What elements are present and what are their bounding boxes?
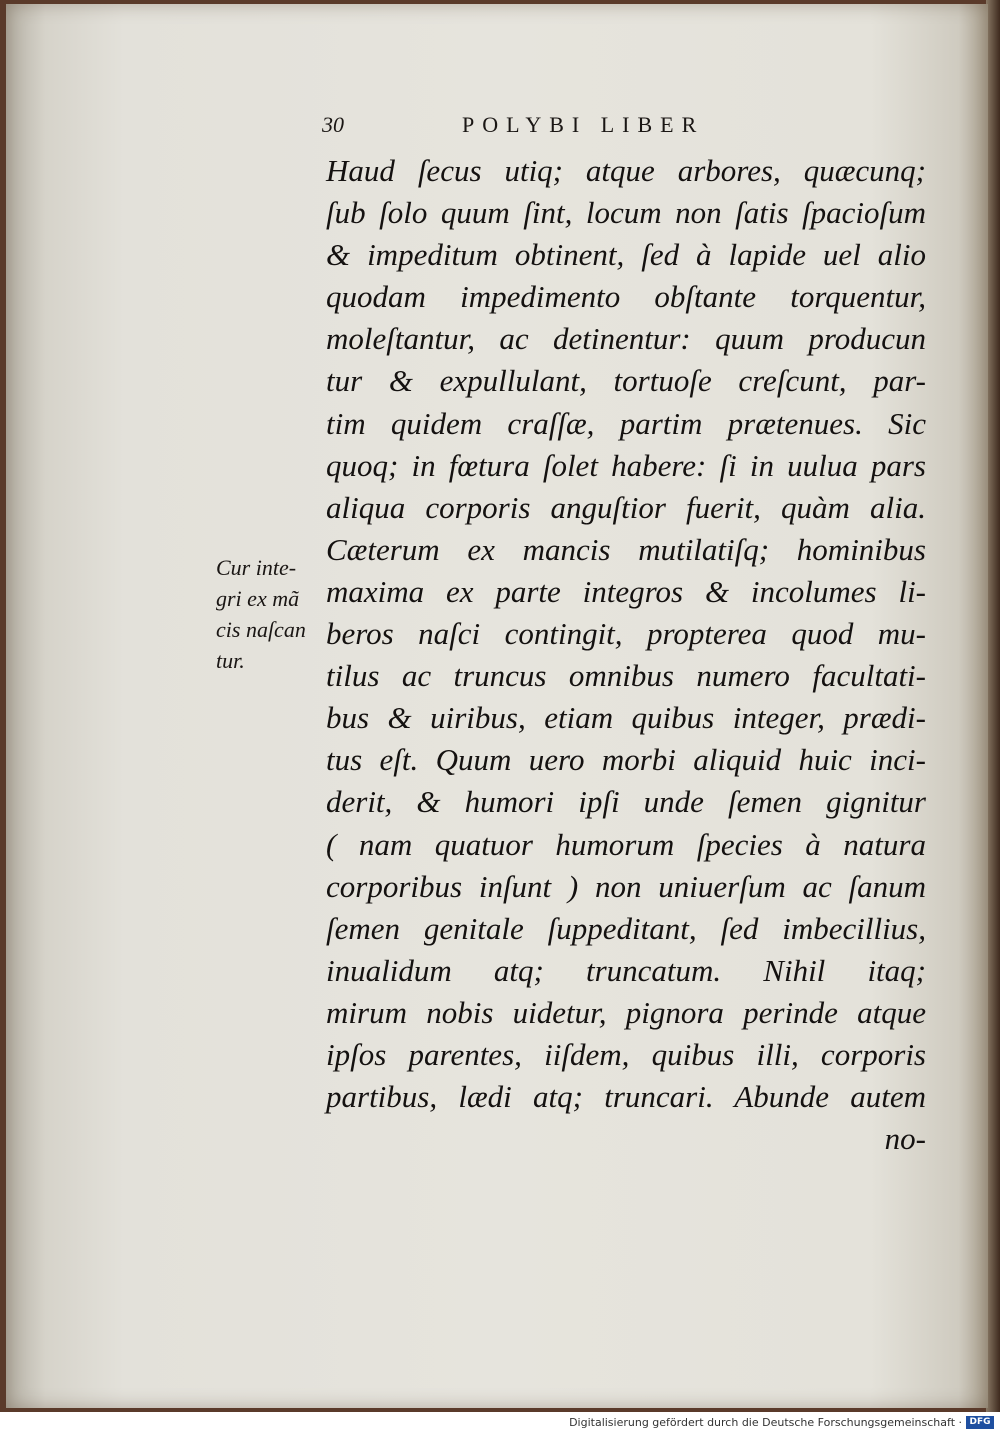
text-line: maxima ex parte integros & incolumes li- bbox=[326, 573, 926, 609]
margin-note-line: Cur inte- bbox=[216, 555, 297, 580]
text-line: ipſos parentes, iiſdem, quibus illi, corporis bbox=[326, 1036, 926, 1072]
body-text bbox=[326, 150, 926, 1160]
book-edge bbox=[986, 0, 1000, 1412]
text-line: bus & uiribus, etiam quibus integer, prædi- bbox=[326, 700, 926, 736]
text-line: & impeditum obtinent, ſed à lapide uel alio bbox=[326, 237, 926, 273]
text-line: partibus, lædi atq; truncari. Abunde autem bbox=[326, 1079, 926, 1115]
dfg-logo-icon: DFG bbox=[966, 1416, 994, 1429]
text-line: moleſtantur, ac detinentur: quum producun bbox=[326, 321, 926, 357]
text-line: beros naſci contingit, propterea quod mu- bbox=[326, 616, 926, 652]
text-line: aliqua corporis anguſtior fuerit, quàm alia. bbox=[326, 489, 926, 525]
text-line: inualidum atq; truncatum. Nihil itaq; bbox=[326, 952, 926, 988]
running-title: POLYBI LIBER bbox=[462, 112, 705, 137]
text-line: ſemen genitale ſuppeditant, ſed imbecillius, bbox=[326, 910, 926, 946]
text-line: tur & expullulant, tortuoſe creſcunt, par- bbox=[326, 363, 926, 399]
text-line: corporibus inſunt ) non uniuerſum ac ſanum bbox=[326, 868, 926, 904]
funding-notice: Digitalisierung gefördert durch die Deutsche Forschungsgemeinschaft · bbox=[569, 1416, 962, 1429]
text-line: tilus ac truncus omnibus numero facultati- bbox=[326, 658, 926, 694]
margin-note bbox=[216, 552, 326, 676]
text-line: ( nam quatuor humorum ſpecies à natura bbox=[326, 826, 926, 862]
text-line: mirum nobis uidetur, pignora perinde atque bbox=[326, 994, 926, 1030]
margin-note-line: tur. bbox=[216, 648, 245, 673]
catchword: no- bbox=[884, 1121, 926, 1157]
footer-bar bbox=[0, 1412, 1000, 1434]
text-line: Haud ſecus utiq; atque arbores, quæcunq; bbox=[326, 153, 926, 188]
text-line: ſub ſolo quum ſint, locum non ſatis ſpacioſum bbox=[326, 195, 926, 231]
text-line: Cæterum ex mancis mutilatiſq; hominibus bbox=[326, 531, 926, 567]
margin-note-line: gri ex mã bbox=[216, 586, 300, 611]
margin-note-line: cis naſcan bbox=[216, 617, 306, 642]
text-line: tus eſt. Quum uero morbi aliquid huic inci- bbox=[326, 742, 926, 778]
page-number: 30 bbox=[322, 112, 344, 137]
text-line: derit, & humori ipſi unde ſemen gignitur bbox=[326, 784, 926, 820]
page-header bbox=[322, 112, 772, 142]
text-line: quodam impedimento obſtante torquentur, bbox=[326, 279, 926, 315]
text-line: quoq; in fœtura ſolet habere: ſi in uulua pars bbox=[326, 447, 926, 483]
text-line: tim quidem craſſæ, partim prætenues. Sic bbox=[326, 405, 926, 441]
